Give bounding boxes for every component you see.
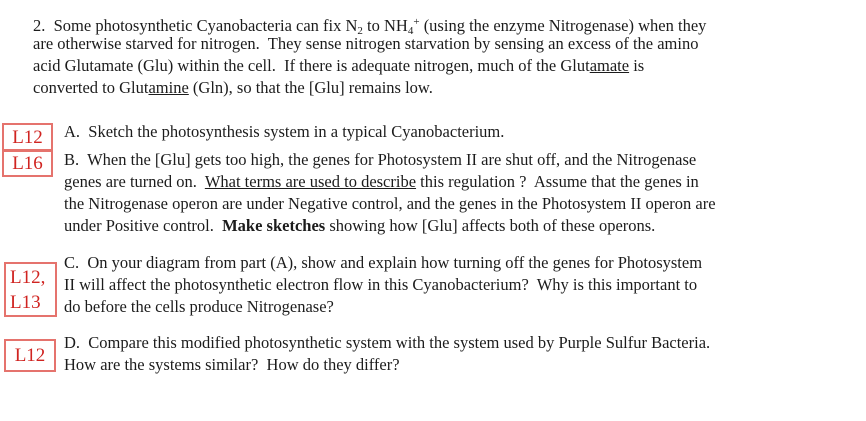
marker-label-c-2: L13 xyxy=(10,292,41,313)
part-b-line-4: under Positive control. Make sketches showing how [Glu] affects both of these operons. xyxy=(64,216,656,235)
question-part-d xyxy=(64,332,710,376)
question-part-c xyxy=(64,252,702,318)
question-intro xyxy=(33,11,706,99)
intro-line-1: 2. Some photosynthetic Cyanobacteria can fix N2 to NH4+ (using the enzyme Nitrogenase) when they xyxy=(33,16,707,37)
marker-label-d: L12 xyxy=(14,345,46,366)
part-d-line-2: How are the systems similar? How do they differ? xyxy=(64,355,400,374)
question-part-a xyxy=(64,121,504,143)
marker-box-d xyxy=(4,339,56,372)
part-b-line-2: genes are turned on. What terms are used to describe this regulation ? Assume that the genes in xyxy=(64,172,699,191)
part-b-line-1: B. When the [Glu] gets too high, the genes for Photosystem II are shut off, and the Nitrogenase xyxy=(64,150,697,169)
marker-label-a: L12 xyxy=(12,126,43,148)
intro-line-2: are otherwise starved for nitrogen. They sense nitrogen starvation by sensing an excess of the amino xyxy=(33,34,699,53)
intro-line-3: acid Glutamate (Glu) within the cell. If there is adequate nitrogen, much of the Glutamate is xyxy=(33,56,645,75)
part-b-line-3: the Nitrogenase operon are under Negative control, and the genes in the Photosystem II operon are xyxy=(64,194,716,213)
part-d-line-1: D. Compare this modified photosynthetic system with the system used by Purple Sulfur Bacteria. xyxy=(64,333,711,352)
intro-line-4: converted to Glutamine (Gln), so that the [Glu] remains low. xyxy=(33,78,433,97)
marker-box-b xyxy=(2,150,53,177)
question-part-b xyxy=(64,149,716,237)
marker-box-c xyxy=(4,262,57,317)
marker-box-a xyxy=(2,123,53,151)
part-c-line-3: do before the cells produce Nitrogenase? xyxy=(64,297,334,316)
part-c-line-2: II will affect the photosynthetic electron flow in this Cyanobacterium? Why is this important to xyxy=(64,275,698,294)
part-a-line-1: A. Sketch the photosynthesis system in a typical Cyanobacterium. xyxy=(64,122,505,141)
marker-label-b: L16 xyxy=(12,153,43,174)
part-c-line-1: C. On your diagram from part (A), show and explain how turning off the genes for Photosystem xyxy=(64,253,703,272)
marker-label-c-1: L12, xyxy=(10,267,46,288)
